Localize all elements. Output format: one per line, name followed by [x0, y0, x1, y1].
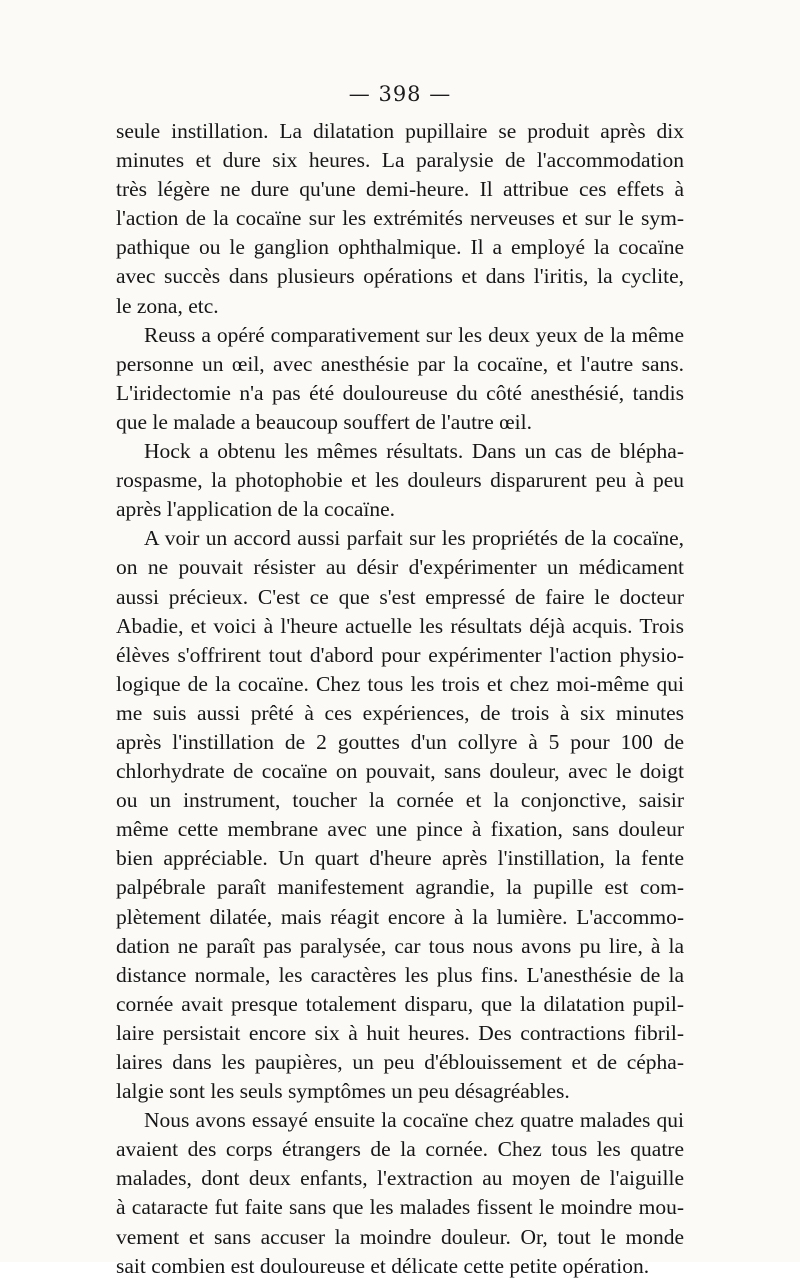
- text-line: chlorhydrate de cocaïne on pouvait, sans douleur, avec le doigt: [116, 759, 684, 784]
- text-line: à cataracte fut faite sans que les malades fissent le moindre mou-: [116, 1195, 684, 1220]
- text-line: malades, dont deux enfants, l'extraction au moyen de l'aiguille: [116, 1166, 684, 1191]
- text-line: distance normale, les caractères les plus fins. L'anesthésie de la: [116, 962, 684, 987]
- paragraph: [116, 117, 684, 321]
- text-line: laire persistait encore six à huit heures. Des contractions fibril-: [116, 1020, 684, 1045]
- text-line: avec succès dans plusieurs opérations et dans l'iritis, la cyclite,: [116, 264, 684, 289]
- paragraph: [116, 321, 684, 437]
- text-line: seule instillation. La dilatation pupillaire se produit après dix: [116, 119, 684, 143]
- page-number: — 398 —: [348, 82, 452, 106]
- text-line: cornée avait presque totalement disparu, que la dilatation pupil-: [116, 991, 684, 1016]
- text-line: même cette membrane avec une pince à fixation, sans douleur: [116, 817, 684, 842]
- text-line: lalgie sont les seuls symptômes un peu désagréables.: [116, 1079, 570, 1104]
- text-line: personne un œil, avec anesthésie par la cocaïne, et l'autre sans.: [116, 351, 684, 376]
- text-line: le zona, etc.: [116, 293, 219, 318]
- text-line: après l'application de la cocaïne.: [116, 497, 396, 522]
- text-line: on ne pouvait résister au désir d'expérimenter un médicament: [116, 555, 684, 580]
- text-line: logique de la cocaïne. Chez tous les trois et chez moi-même qui: [116, 671, 684, 696]
- text-line: que le malade a beaucoup souffert de l'autre œil.: [116, 409, 532, 434]
- text-line: dation ne paraît pas paralysée, car tous nous avons pu lire, à la: [116, 933, 684, 958]
- text-line: Hock a obtenu les mêmes résultats. Dans un cas de blépha-: [144, 439, 684, 464]
- text-line: avaient des corps étrangers de la cornée. Chez tous les quatre: [116, 1137, 684, 1162]
- text-line: élèves s'offrirent tout d'abord pour expérimenter l'action physio-: [116, 642, 684, 667]
- text-line: Nous avons essayé ensuite la cocaïne chez quatre malades qui: [144, 1108, 684, 1133]
- text-line: Abadie, et voici à l'heure actuelle les résultats déjà acquis. Trois: [116, 613, 684, 638]
- text-line: laires dans les paupières, un peu d'éblouissement et de cépha-: [116, 1050, 684, 1074]
- text-line: l'action de la cocaïne sur les extrémités nerveuses et sur le sym-: [116, 206, 684, 231]
- text-line: après l'instillation de 2 gouttes d'un collyre à 5 pour 100 de: [116, 729, 684, 754]
- text-line: plètement dilatée, mais réagit encore à la lumière. L'accommo-: [116, 904, 684, 929]
- text-line: ou un instrument, toucher la cornée et la conjonctive, saisir: [116, 788, 684, 813]
- body-text: [116, 117, 684, 1281]
- paragraph: [116, 437, 684, 524]
- text-line: bien appréciable. Un quart d'heure après l'instillation, la fente: [116, 846, 684, 871]
- text-line: palpébrale paraît manifestement agrandie, la pupille est com-: [116, 875, 684, 900]
- text-line: Reuss a opéré comparativement sur les deux yeux de la même: [144, 322, 684, 347]
- text-line: pathique ou le ganglion ophthalmique. Il a employé la cocaïne: [116, 235, 684, 260]
- text-line: rospasme, la photophobie et les douleurs disparurent peu à peu: [116, 468, 684, 493]
- paragraph: [116, 1106, 684, 1281]
- text-line: minutes et dure six heures. La paralysie de l'accommodation: [116, 148, 684, 173]
- paragraph: [116, 524, 684, 1106]
- text-line: aussi précieux. C'est ce que s'est empressé de faire le docteur: [116, 584, 684, 609]
- text-line: vement et sans accuser la moindre douleur. Or, tout le monde: [116, 1224, 684, 1249]
- text-line: L'iridectomie n'a pas été douloureuse du côté anesthésié, tandis: [116, 380, 684, 405]
- text-line: me suis aussi prêté à ces expériences, de trois à six minutes: [116, 700, 684, 725]
- text-line: sait combien est douloureuse et délicate cette petite opération.: [116, 1253, 650, 1278]
- text-line: A voir un accord aussi parfait sur les propriétés de la cocaïne,: [144, 526, 684, 551]
- text-line: très légère ne dure qu'une demi-heure. Il attribue ces effets à: [116, 177, 684, 202]
